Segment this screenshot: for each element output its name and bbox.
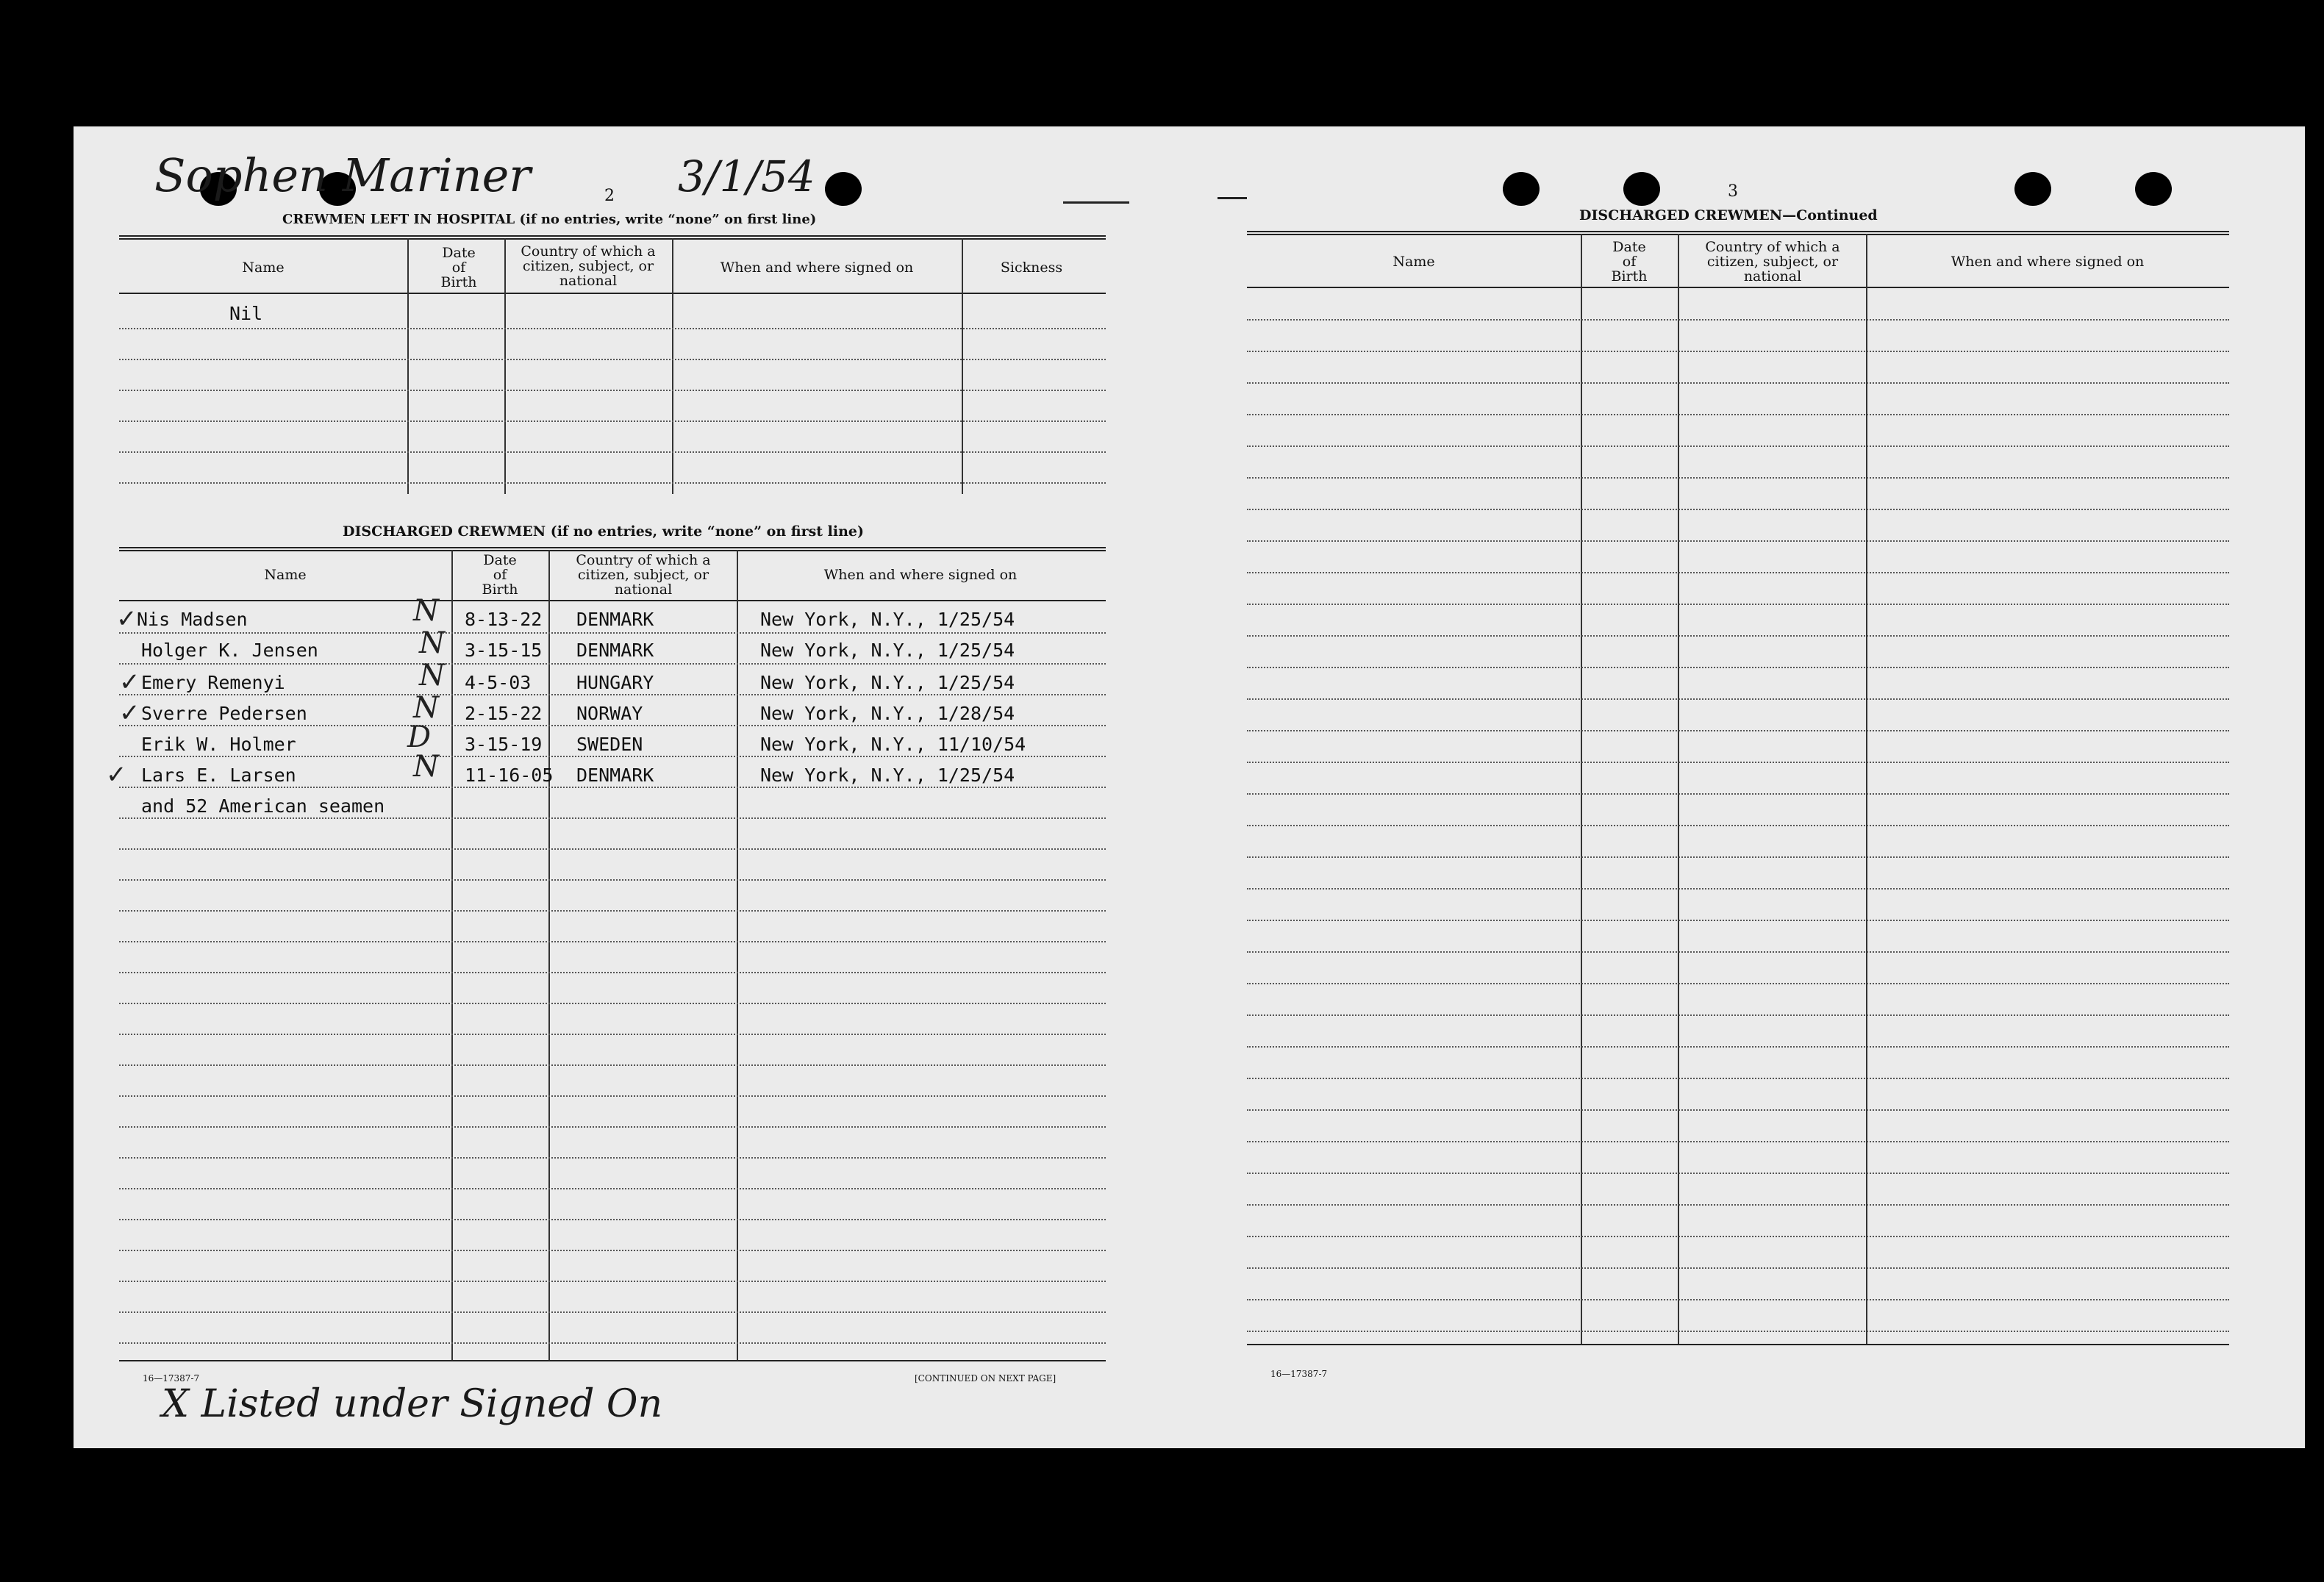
col-header-country: Country of which a citizen, subject, or national	[576, 552, 711, 598]
crew-signed-on: New York, N.Y., 1/25/54	[760, 672, 1015, 693]
crew-dob: 3-15-15	[465, 640, 543, 661]
handwritten-footer-note: X Listed under Signed On	[162, 1382, 663, 1426]
crew-name: Erik W. Holmer	[141, 734, 296, 755]
col-header-signed-on: When and where signed on	[720, 260, 914, 276]
check-mark: ✓	[119, 698, 140, 728]
col-header-name: Name	[1392, 254, 1435, 270]
handwritten-mark: N	[413, 594, 439, 628]
punch-hole	[1503, 172, 1540, 206]
crew-country: DENMARK	[576, 609, 654, 630]
handwritten-mark: N	[413, 691, 439, 725]
crew-country: SWEDEN	[576, 734, 643, 755]
continued-note: [CONTINUED ON NEXT PAGE]	[915, 1373, 1056, 1384]
hospital-table	[119, 235, 1106, 497]
stray-dash	[1218, 197, 1247, 199]
crew-dob: 11-16-05	[465, 765, 554, 786]
crew-country: NORWAY	[576, 703, 643, 724]
stray-dash	[1063, 201, 1129, 204]
hospital-entry: Nil	[229, 303, 263, 324]
document-paper	[74, 126, 2305, 1448]
crew-dob: 8-13-22	[465, 609, 543, 630]
col-header-name: Name	[264, 567, 307, 583]
crew-name: and 52 American seamen	[141, 795, 385, 817]
form-number-left: 16—17387-7	[143, 1373, 200, 1384]
discharged-section-title: DISCHARGED CREWMEN (if no entries, write “none” on first line)	[343, 523, 865, 540]
col-header-dob: Date of Birth	[1611, 239, 1648, 284]
form-number-right: 16—17387-7	[1270, 1369, 1328, 1379]
page-number-right: 3	[1728, 182, 1738, 201]
crew-country: DENMARK	[576, 765, 654, 786]
crew-signed-on: New York, N.Y., 11/10/54	[760, 734, 1026, 755]
crew-signed-on: New York, N.Y., 1/25/54	[760, 609, 1015, 630]
punch-hole	[825, 172, 862, 206]
col-header-sickness: Sickness	[1000, 260, 1063, 276]
punch-hole	[1623, 172, 1660, 206]
discharged-continued-table	[1247, 231, 2229, 1351]
crew-name: Lars E. Larsen	[141, 765, 296, 786]
crew-country: DENMARK	[576, 640, 654, 661]
handwritten-ship-name: Sophen Mariner	[154, 148, 531, 202]
discharged-continued-title: DISCHARGED CREWMEN—Continued	[1579, 207, 1878, 223]
col-header-country: Country of which a citizen, subject, or national	[521, 243, 656, 289]
discharged-table	[106, 547, 1106, 1366]
hospital-section-title: CREWMEN LEFT IN HOSPITAL (if no entries, write “none” on first line)	[282, 212, 817, 227]
page-number-left: 2	[604, 187, 615, 205]
handwritten-mark: N	[419, 659, 445, 692]
crew-name: Nis Madsen	[137, 609, 248, 630]
crew-country: HUNGARY	[576, 672, 654, 693]
check-mark: ✓	[116, 604, 137, 634]
col-header-dob: Date of Birth	[482, 552, 518, 598]
handwritten-mark: N	[413, 750, 439, 784]
crew-dob: 2-15-22	[465, 703, 543, 724]
crew-name: Holger K. Jensen	[141, 640, 318, 661]
handwritten-date: 3/1/54	[678, 151, 815, 201]
crew-dob: 4-5-03	[465, 672, 532, 693]
col-header-name: Name	[242, 260, 285, 276]
check-mark: ✓	[106, 760, 127, 790]
crew-name: Emery Remenyi	[141, 672, 285, 693]
handwritten-mark: D	[407, 720, 432, 754]
check-mark: ✓	[119, 667, 140, 697]
crew-dob: 3-15-19	[465, 734, 543, 755]
crew-signed-on: New York, N.Y., 1/28/54	[760, 703, 1015, 724]
punch-hole	[2014, 172, 2051, 206]
punch-hole	[2135, 172, 2172, 206]
crew-signed-on: New York, N.Y., 1/25/54	[760, 640, 1015, 661]
crew-name: Sverre Pedersen	[141, 703, 307, 724]
col-header-country: Country of which a citizen, subject, or national	[1705, 239, 1840, 284]
crew-signed-on: New York, N.Y., 1/25/54	[760, 765, 1015, 786]
col-header-dob: Date of Birth	[440, 245, 477, 290]
handwritten-mark: N	[419, 626, 445, 660]
col-header-signed-on: When and where signed on	[1951, 254, 2145, 270]
col-header-signed-on: When and where signed on	[823, 567, 1018, 583]
